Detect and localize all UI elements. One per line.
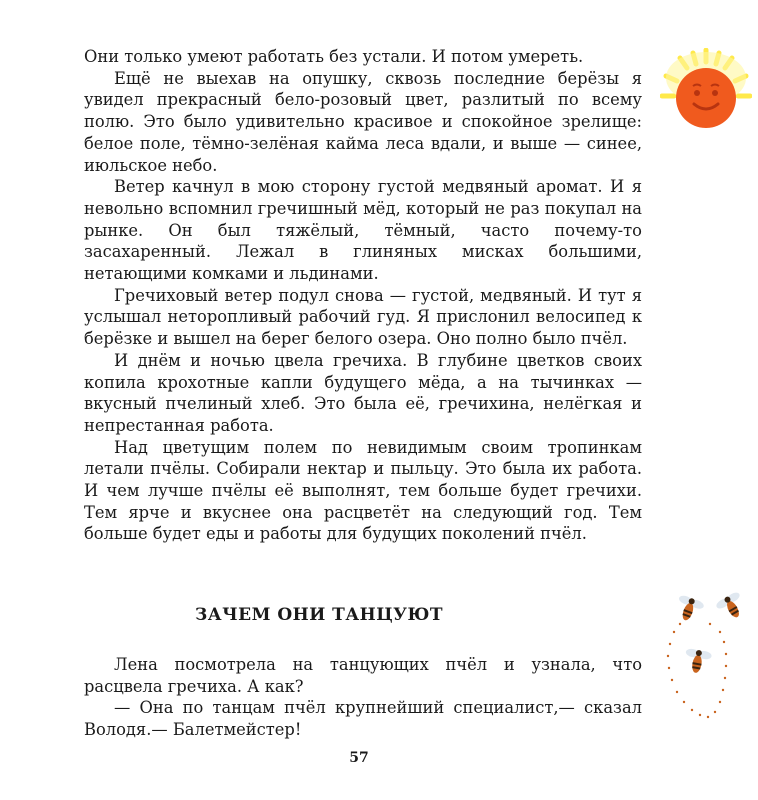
- paragraph: Лена посмотрела на танцующих пчёл и узнала, что расцвела гречиха. А как?: [84, 655, 642, 696]
- paragraph: Гречиховый ветер подул снова — густой, медвяный. И тут я услышал неторопливый рабочий гуд. Я прислонил велосипед к берёзке и вышел на берег белого озера. Оно полно было пчёл.: [84, 285, 642, 349]
- chapter-text: [84, 654, 642, 741]
- main-text: [84, 46, 642, 545]
- paragraph: — Она по танцам пчёл крупнейший специалист,— сказал Володя.— Балетмейстер!: [84, 698, 642, 740]
- page-number: 57: [349, 750, 369, 766]
- paragraph: Над цветущим полем по невидимым своим тропинкам летали пчёлы. Собирали нектар и пыльцу. Это была их работа. И чем лучше пчёлы её выполнят, тем больше будет гречихи. Тем ярче и вкуснее она расцветёт на следующий год. Тем больше будет еды и работы для будущих поколений пчёл.: [84, 437, 642, 544]
- bee-3: [683, 648, 713, 675]
- bees-icon: [660, 584, 755, 724]
- bee-1: [673, 594, 705, 625]
- bee-2: [715, 591, 749, 624]
- paragraph: Они только умеют работать без устали. И потом умереть.: [84, 47, 584, 66]
- paragraph: Ветер качнул в мою сторону густой медвяный аромат. И я невольно вспомнил гречишный мёд, который не раз покупал на рынке. Он был тяжёлый, тёмный, часто почему-то засахаренный. Лежал в глиняных мисках большими, нетающими комками и льдинами.: [84, 177, 642, 284]
- sun-icon: [660, 48, 752, 140]
- chapter-title: ЗАЧЕМ ОНИ ТАНЦУЮТ: [195, 605, 443, 625]
- paragraph: И днём и ночью цвела гречиха. В глубине цветков своих копила крохотные капли будущего мёда, а на тычинках — вкусный пчелиный хлеб. Это была её, гречихина, нелёгкая и непрестанная работа.: [84, 350, 642, 435]
- paragraph: Ещё не выехав на опушку, сквозь последние берёзы я увидел прекрасный бело-розовый цвет, разлитый по всему полю. Это было удивительно красивое и спокойное зрелище: белое поле, тёмно-зелёная кайма леса вдали, и выше — синее, июльское небо.: [84, 68, 642, 175]
